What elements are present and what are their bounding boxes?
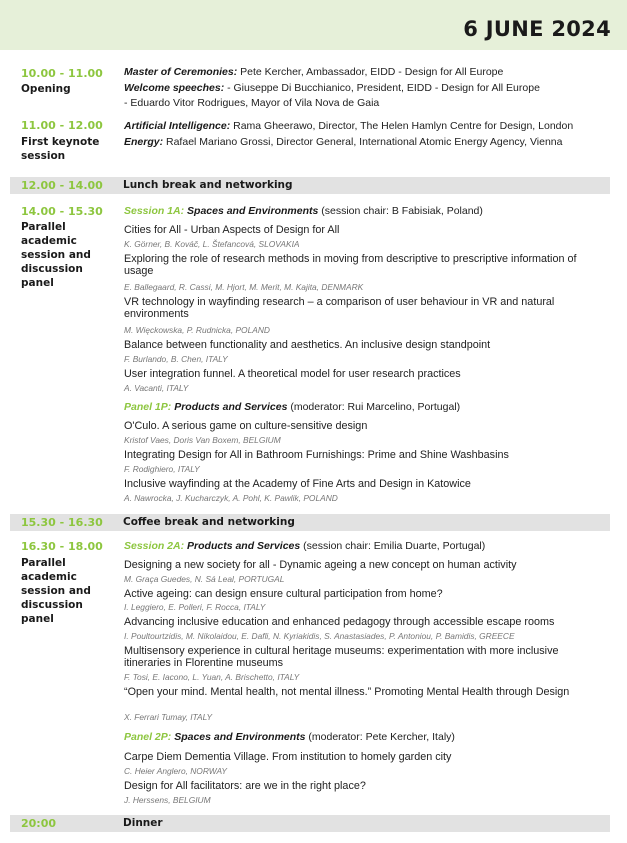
talk-authors: Kristof Vaes, Doris Van Boxem, BELGIUM	[124, 435, 281, 445]
talk-authors: A. Vacanti, ITALY	[124, 383, 189, 393]
session-2a-heading: Session 2A: Products and Services (session chair: Emilia Duarte, Portugal)	[124, 540, 486, 552]
talk-title: Exploring the role of research methods in moving from descriptive to prescriptive information of usage	[124, 253, 577, 277]
coffee-title: Coffee break and networking	[123, 516, 295, 528]
panel-1p-heading: Panel 1P: Products and Services (moderator: Rui Marcelino, Portugal)	[124, 401, 461, 413]
talk-authors: F. Burlando, B. Chen, ITALY	[124, 354, 228, 364]
talk-title: Multisensory experience in cultural heritage museums: experimentation with more inclusive itineraries in Florentine museums	[124, 645, 559, 669]
talk-title: VR technology in wayfinding research – a comparison of user behaviour in VR and natural environments	[124, 296, 555, 320]
talk-title: Active ageing: can design ensure cultural participation from home?	[124, 588, 443, 600]
block1-label: Parallel academic session and discussion panel	[21, 221, 91, 289]
talk-title: Cities for All - Urban Aspects of Design for All	[124, 224, 340, 236]
talk-title: Balance between functionality and aesthetics. An inclusive design standpoint	[124, 339, 491, 351]
page-title: 6 JUNE 2024	[463, 17, 611, 41]
keynote-ai: Artificial Intelligence: Rama Gheerawo, Director, The Helen Hamlyn Centre for Design, London	[124, 120, 574, 132]
keynote-time: 11.00 - 12.00	[21, 119, 103, 132]
coffee-band	[10, 514, 610, 531]
talk-authors: M. Graça Guedes, N. Sá Leal, PORTUGAL	[124, 574, 285, 584]
talk-authors: A. Nawrocka, J. Kucharczyk, A. Pohl, K. Pawlik, POLAND	[124, 493, 338, 503]
talk-authors: K. Görner, B. Kováč, L. Štefancová, SLOVAKIA	[124, 239, 300, 249]
coffee-time: 15.30 - 16.30	[21, 516, 103, 529]
talk-authors: J. Herssens, BELGIUM	[124, 795, 211, 805]
opening-time: 10.00 - 11.00	[21, 67, 103, 80]
talk-title: Inclusive wayfinding at the Academy of Fine Arts and Design in Katowice	[124, 478, 471, 490]
session-1a-heading: Session 1A: Spaces and Environments (session chair: B Fabisiak, Poland)	[124, 205, 483, 217]
block2-time: 16.30 - 18.00	[21, 540, 103, 553]
lunch-time: 12.00 - 14.00	[21, 179, 103, 192]
welcome-speeches: Welcome speeches: - Giuseppe Di Bucchianico, President, EIDD - Design for All Europe	[124, 82, 540, 94]
talk-title: Advancing inclusive education and enhanced pedagogy through accessible escape rooms	[124, 616, 555, 628]
talk-title: User integration funnel. A theoretical model for user research practices	[124, 368, 461, 380]
talk-authors: X. Ferrari Tumay, ITALY	[124, 712, 213, 722]
block1-time: 14.00 - 15.30	[21, 205, 103, 218]
talk-title: Carpe Diem Dementia Village. From institution to homely garden city	[124, 751, 452, 763]
dinner-band	[10, 815, 610, 832]
talk-title: “Open your mind. Mental health, not mental illness.” Promoting Mental Health through Design	[124, 686, 570, 698]
talk-authors: F. Tosi, E. Iacono, L. Yuan, A. Brischetto, ITALY	[124, 672, 300, 682]
talk-authors: E. Ballegaard, R. Cassi, M. Hjort, M. Merit, M. Kajita, DENMARK	[124, 282, 364, 292]
talk-authors: M. Więckowska, P. Rudnicka, POLAND	[124, 325, 270, 335]
talk-title: Designing a new society for all - Dynamic ageing a new concept on human activity	[124, 559, 517, 571]
block2-label: Parallel academic session and discussion panel	[21, 557, 91, 625]
talk-title: O'Culo. A serious game on culture-sensitive design	[124, 420, 368, 432]
talk-authors: I. Leggiero, E. Polleri, F. Rocca, ITALY	[124, 602, 266, 612]
master-of-ceremonies: Master of Ceremonies: Pete Kercher, Ambassador, EIDD - Design for All Europe	[124, 66, 504, 78]
keynote-energy: Energy: Rafael Mariano Grossi, Director General, International Atomic Energy Agency, Vienna	[124, 136, 563, 148]
keynote-label-1: First keynote	[21, 136, 100, 148]
lunch-title: Lunch break and networking	[123, 179, 293, 191]
header-bar	[0, 0, 627, 50]
talk-authors: F. Rodighiero, ITALY	[124, 464, 200, 474]
lunch-band	[10, 177, 610, 194]
talk-title: Design for All facilitators: are we in the right place?	[124, 780, 366, 792]
opening-label: Opening	[21, 83, 71, 95]
talk-authors: C. Heier Anglero, NORWAY	[124, 766, 228, 776]
talk-title: Integrating Design for All in Bathroom Furnishings: Prime and Shine Washbasins	[124, 449, 509, 461]
keynote-label-2: session	[21, 150, 66, 162]
dinner-time: 20:00	[21, 817, 57, 830]
panel-2p-heading: Panel 2P: Spaces and Environments (moderator: Pete Kercher, Italy)	[124, 731, 455, 743]
dinner-title: Dinner	[123, 817, 163, 829]
welcome-speech-2: - Eduardo Vitor Rodrigues, Mayor of Vila Nova de Gaia	[124, 97, 380, 109]
talk-authors: I. Poultourtzidis, M. Nikolaidou, E. Dafli, N. Kyriakidis, S. Anastasiades, P. Antoniou, P. Bamidis, GREECE	[124, 631, 515, 641]
